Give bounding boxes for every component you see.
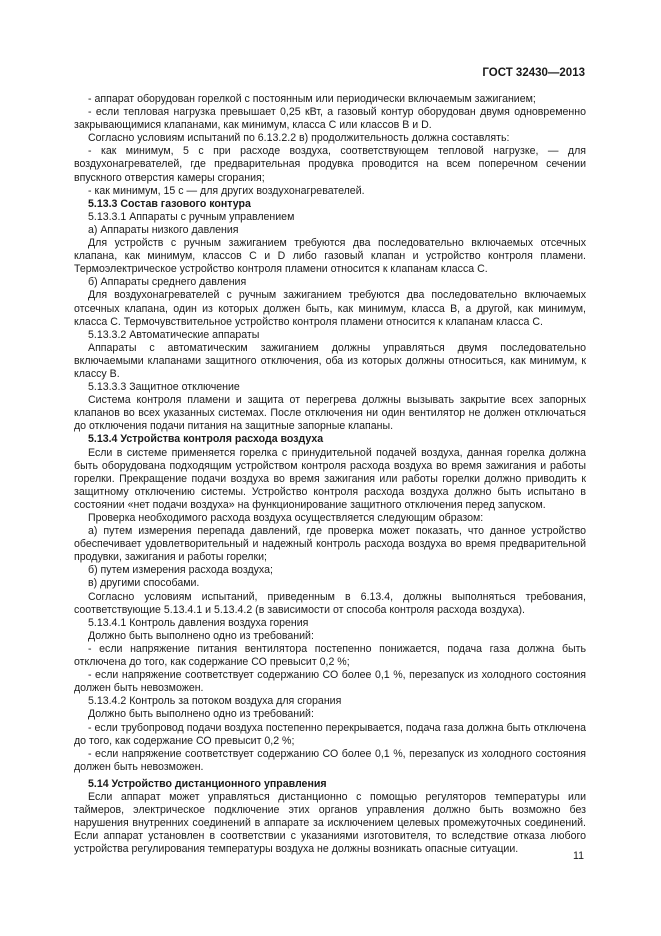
paragraph: Согласно условиям испытаний по 6.13.2.2 в) продолжительность должна составлять: <box>88 132 510 145</box>
subsection-heading: 5.13.3.2 Автоматические аппараты <box>88 328 260 341</box>
subsection-heading: 5.13.4.2 Контроль за потоком воздуха для сгорания <box>88 695 342 708</box>
paragraph: Если в системе применяется горелка с принудительной подачей воздуха, данная горелка должна быть оборудована подходящим устройством контроля расхода воздуха во время зажигания и работы горелки. Прекращение подачи воздуха во время зажигания или работы горелки должно приводить к защитному отключению системы. Устройство контроля расхода воздуха должно быть испытано в состоянии «нет подачи воздуха» на функционирование защитного отключения перед запуском. <box>74 446 586 511</box>
list-item: в) другими способами. <box>88 577 200 590</box>
paragraph: - как минимум, 15 с — для других воздухонагревателей. <box>88 184 365 197</box>
list-item: - если трубопровод подачи воздуха постепенно перекрывается, подача газа должна быть отключена до того, как содержание СО превысит 0,2 %; <box>74 721 586 747</box>
paragraph: - как минимум, 5 с при расходе воздуха, соответствующем тепловой нагрузке, — для воздухонагревателей, где предварительная продувка проводится на всем поперечном сечении впускного отверстия камеры сгорания; <box>74 145 586 184</box>
section-heading: 5.14 Устройство дистанционного управления <box>88 777 327 790</box>
paragraph: Для воздухонагревателей с ручным зажиганием требуются два последовательно включаемых отсечных клапана, один из которых должен быть, как минимум, класса В, а другой, как минимум, класса С. Термочувствительное устройство контроля пламени относится к клапанам класса С. <box>74 289 586 328</box>
paragraph: Согласно условиям испытаний, приведенным в 6.13.4, должны выполняться требования, соответствующие 5.13.4.1 и 5.13.4.2 (в зависимости от способа контроля расхода воздуха). <box>74 590 586 616</box>
paragraph: - если тепловая нагрузка превышает 0,25 кВт, а газовый контур оборудован двумя одновременно закрывающимися клапанами, как минимум, класса С или классов В и D. <box>74 106 586 132</box>
section-heading: 5.13.4 Устройства контроля расхода воздуха <box>88 433 324 446</box>
paragraph: Должно быть выполнено одно из требований: <box>88 708 314 721</box>
document-id: ГОСТ 32430—2013 <box>482 67 585 79</box>
paragraph: Система контроля пламени и защита от перегрева должны вызывать закрытие всех запорных клапанов во всех указанных системах. После отключения ни один вентилятор не должен отключаться до отключения подачи питания на защитные запорные клапаны. <box>74 394 586 433</box>
paragraph: Аппараты с автоматическим зажиганием должны управляться двумя последовательно включаемыми клапанами защитного отключения, оба из которых должны относиться, как минимум, к классу В. <box>74 341 586 380</box>
paragraph: Должно быть выполнено одно из требований: <box>88 629 314 642</box>
list-item: - если напряжение соответствует содержанию СО более 0,1 %, перезапуск из холодного состояния должен быть невозможен. <box>74 669 586 695</box>
list-item: б) Аппараты среднего давления <box>88 276 247 289</box>
body-text <box>74 93 586 856</box>
list-item: а) Аппараты низкого давления <box>88 223 239 236</box>
subsection-heading: 5.13.3.1 Аппараты с ручным управлением <box>88 210 295 223</box>
paragraph: - аппарат оборудован горелкой с постоянным или периодически включаемым зажиганием; <box>88 93 536 105</box>
subsection-heading: 5.13.3.3 Защитное отключение <box>88 381 240 394</box>
list-item: б) путем измерения расхода воздуха; <box>88 564 273 577</box>
list-item: - если напряжение соответствует содержанию СО более 0,1 %, перезапуск из холодного состояния должен быть невозможен. <box>74 747 586 773</box>
paragraph: Проверка необходимого расхода воздуха осуществляется следующим образом: <box>88 512 484 524</box>
list-item: - если напряжение питания вентилятора постепенно понижается, подача газа должна быть отключена до того, как содержание СО превысит 0,2 %; <box>74 642 586 669</box>
subsection-heading: 5.13.4.1 Контроль давления воздуха горения <box>88 616 309 629</box>
paragraph: Для устройств с ручным зажиганием требуются два последовательно включаемых отсечных клапана, как минимум, классов С и D либо газовый клапан и устройство контроля пламени. Термоэлектрическое устройство контроля пламени относится к клапанам класса С. <box>74 237 586 276</box>
paragraph: Если аппарат может управляться дистанционно с помощью регуляторов температуры или таймеров, электрическое подключение этих органов управления должно быть возможно без нарушения внутренних соединений в аппарате за исключением целевых промежуточных соединений. Если аппарат установлен в соответствии с указаниями изготовителя, то вследствие отказа любого устройства регулирования температуры воздуха не должны возникать опасные ситуации. <box>74 790 586 856</box>
page-number: 11 <box>573 850 584 862</box>
list-item: а) путем измерения перепада давлений, где проверка может показать, что данное устройство обеспечивает удовлетворительный и надежный контроль расхода воздуха во время предварительной продувки, зажигания и работы горелки; <box>74 525 586 564</box>
section-heading: 5.13.3 Состав газового контура <box>88 197 251 210</box>
